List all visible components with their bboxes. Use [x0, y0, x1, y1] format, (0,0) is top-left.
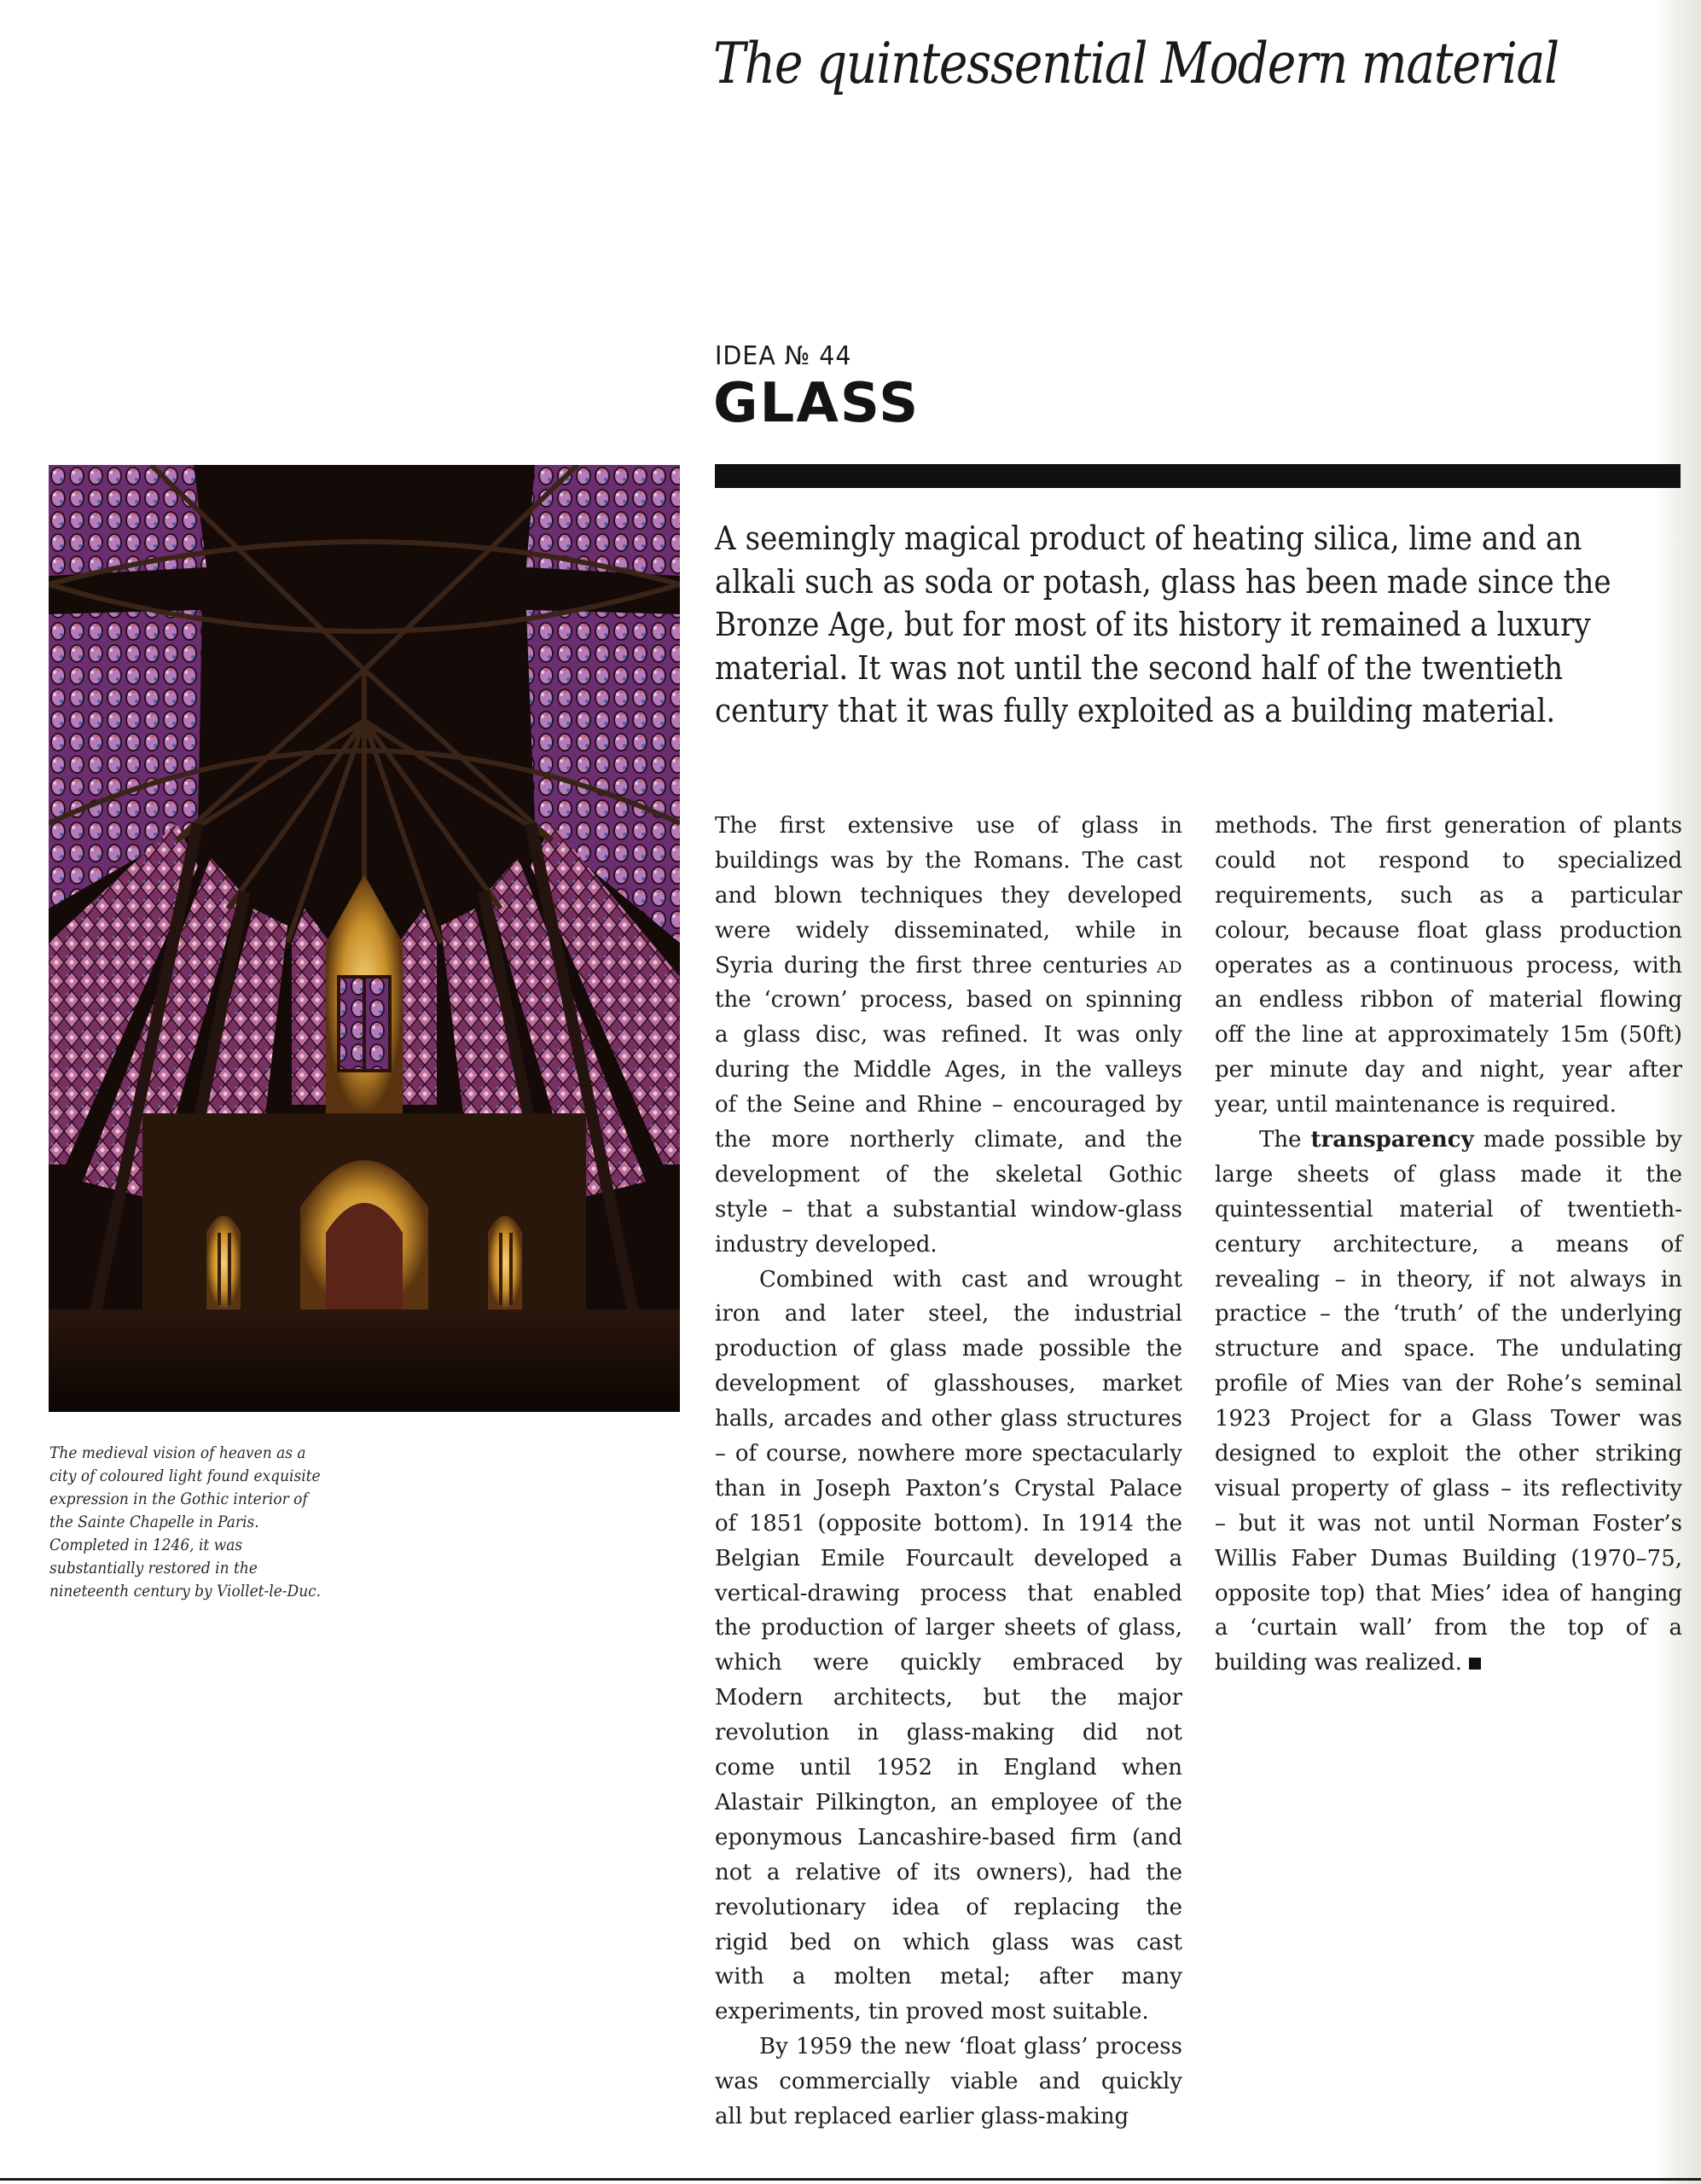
body-line-text: eponymous Lancashire-based firm (and	[715, 1824, 1182, 1850]
body-line-text: designed to exploit the other striking	[1215, 1441, 1682, 1467]
emphasis-term: transparency	[1310, 1127, 1474, 1153]
body-line	[715, 1332, 1182, 1367]
body-line-text: industry developed.	[715, 1231, 938, 1258]
body-line	[715, 1263, 1182, 1298]
body-line	[715, 1297, 1182, 1332]
body-line-text: per minute day and night, year after	[1215, 1057, 1682, 1083]
body-line	[715, 1228, 1182, 1263]
body-line-text: century architecture, a means of	[1215, 1231, 1682, 1258]
body-line	[715, 1611, 1182, 1646]
body-line-text: which were quickly embraced by	[715, 1650, 1182, 1676]
body-line	[715, 1367, 1182, 1402]
body-line	[715, 1193, 1182, 1228]
era-smallcaps: AD	[1147, 957, 1182, 977]
body-line	[1215, 1611, 1682, 1646]
body-line	[715, 1053, 1182, 1088]
body-line-text: an endless ribbon of material flowing	[1215, 987, 1682, 1014]
body-line-text: 1923 Project for a Glass Tower was	[1215, 1406, 1682, 1432]
body-line	[715, 2030, 1182, 2065]
body-line	[1215, 1297, 1682, 1332]
body-line	[1215, 1332, 1682, 1367]
body-line	[715, 1472, 1182, 1507]
bottom-rule	[0, 2178, 1701, 2181]
body-line	[1215, 1053, 1682, 1088]
idea-title: GLASS	[713, 372, 920, 435]
body-line-text: colour, because float glass production	[1215, 917, 1682, 944]
lede-line: material. It was not until the second half of the twentieth	[715, 648, 1564, 687]
body-line	[715, 1018, 1182, 1053]
body-line	[1215, 1507, 1682, 1542]
body-line-text: Combined with cast and wrought	[759, 1266, 1182, 1292]
body-line	[1215, 809, 1682, 844]
body-line	[715, 1926, 1182, 1960]
caption-line: substantially restored in the	[49, 1560, 258, 1577]
body-line	[715, 1995, 1182, 2030]
body-line	[1215, 1263, 1682, 1298]
body-line-text: could not respond to specialized	[1215, 847, 1682, 874]
lede-line: century that it was fully exploited as a building material.	[715, 692, 1556, 729]
lede-line: Bronze Age, but for most of its history it remained a luxury	[715, 606, 1591, 643]
body-line	[1215, 1123, 1682, 1158]
body-line-text: building was realized.	[1215, 1646, 1481, 1681]
body-line-text: profile of Mies van der Rohe’s seminal	[1215, 1371, 1682, 1397]
body-line-text: the production of larger sheets of glass,	[715, 1615, 1182, 1641]
lede-paragraph	[715, 517, 1687, 733]
body-line-text: The transparency made possible by	[1259, 1127, 1682, 1153]
body-line-text: requirements, such as a particular	[1215, 882, 1682, 909]
body-line	[715, 949, 1182, 984]
running-head: The quintessential Modern material	[713, 31, 1559, 96]
caption-line: nineteenth century by Viollet-le-Duc.	[49, 1583, 322, 1600]
body-line-text: Belgian Emile Fourcault developed a	[715, 1545, 1182, 1571]
body-line	[715, 1960, 1182, 1995]
body-line	[1215, 983, 1682, 1018]
body-line-text: operates as a continuous process, with	[1215, 952, 1682, 979]
body-line	[715, 1821, 1182, 1856]
body-line	[715, 1716, 1182, 1751]
body-column-left	[715, 809, 1182, 2135]
body-line-text: with a molten metal; after many	[715, 1964, 1182, 1990]
body-line-text: revolutionary idea of replacing the	[715, 1894, 1182, 1920]
body-line	[1215, 844, 1682, 879]
caption-line: expression in the Gothic interior of	[49, 1490, 308, 1508]
body-line	[1215, 1542, 1682, 1577]
title-rule	[715, 464, 1681, 488]
body-line	[1215, 1158, 1682, 1193]
body-line-text: – of course, nowhere more spectacularly	[715, 1441, 1182, 1467]
body-line-text: Alastair Pilkington, an employee of the	[715, 1789, 1182, 1815]
body-line	[1215, 1472, 1682, 1507]
body-line-text: development of the skeletal Gothic	[715, 1161, 1182, 1188]
body-line-text: were widely disseminated, while in	[715, 917, 1182, 944]
photo-illustration	[49, 465, 680, 1412]
body-line	[1215, 1228, 1682, 1263]
body-line-text: year, until maintenance is required.	[1215, 1092, 1617, 1118]
idea-number: IDEA № 44	[715, 341, 852, 371]
body-line	[715, 1123, 1182, 1158]
body-line	[715, 1507, 1182, 1542]
body-line-text: off the line at approximately 15m (50ft)	[1215, 1022, 1682, 1048]
body-line-text: methods. The first generation of plants	[1215, 813, 1682, 839]
end-of-article-mark-icon	[1469, 1658, 1481, 1670]
body-line	[1215, 1193, 1682, 1228]
body-line-text: Syria during the first three centuries AD	[715, 952, 1182, 979]
body-line	[715, 2065, 1182, 2100]
body-line-text: development of glasshouses, market	[715, 1371, 1182, 1397]
body-line	[715, 1751, 1182, 1786]
body-line	[1215, 1437, 1682, 1472]
body-line-text: a ‘curtain wall’ from the top of a	[1215, 1615, 1682, 1641]
body-line-text: experiments, tin proved most suitable.	[715, 1999, 1149, 2025]
body-line	[1215, 1018, 1682, 1053]
body-line-text: a glass disc, was refined. It was only	[715, 1022, 1182, 1048]
body-line-text: revolution in glass-making did not	[715, 1720, 1182, 1746]
body-line	[1215, 914, 1682, 949]
body-line-text: Modern architects, but the major	[715, 1685, 1182, 1711]
body-line-text: opposite top) that Mies’ idea of hanging	[1215, 1580, 1682, 1606]
body-line-text: was commercially viable and quickly	[715, 2069, 1182, 2095]
body-line-text: Willis Faber Dumas Building (1970–75,	[1215, 1545, 1682, 1571]
body-line	[715, 1158, 1182, 1193]
body-line-text: the ‘crown’ process, based on spinning	[715, 987, 1182, 1014]
body-line-text: large sheets of glass made it the	[1215, 1161, 1682, 1188]
photo-caption	[49, 1442, 357, 1603]
body-line-text: of the Seine and Rhine – encouraged by	[715, 1092, 1182, 1118]
body-line-text: quintessential material of twentieth-	[1215, 1196, 1682, 1223]
body-line	[715, 1856, 1182, 1891]
body-line-text: all but replaced earlier glass-making	[715, 2103, 1129, 2129]
body-line-text: structure and space. The undulating	[1215, 1336, 1682, 1362]
body-line-text: iron and later steel, the industrial	[715, 1301, 1182, 1327]
body-line-text: come until 1952 in England when	[715, 1755, 1182, 1781]
body-line	[715, 1786, 1182, 1821]
body-line	[715, 1646, 1182, 1681]
body-line	[1215, 1088, 1682, 1123]
body-line	[715, 1402, 1182, 1437]
body-line-text: visual property of glass – its reflectivity	[1215, 1475, 1682, 1502]
body-line	[715, 1542, 1182, 1577]
caption-line: Completed in 1246, it was	[49, 1536, 243, 1554]
body-line-text: halls, arcades and other glass structures	[715, 1406, 1182, 1432]
body-line-text: vertical-drawing process that enabled	[715, 1580, 1182, 1606]
body-line-text: production of glass made possible the	[715, 1336, 1182, 1362]
body-line-text: The first extensive use of glass in	[715, 813, 1182, 839]
body-column-right	[1215, 809, 1682, 1681]
body-line	[1215, 949, 1682, 984]
body-line	[1215, 1402, 1682, 1437]
caption-line: The medieval vision of heaven as a	[49, 1444, 306, 1462]
body-line	[715, 983, 1182, 1018]
body-line	[715, 844, 1182, 879]
body-line-text: buildings was by the Romans. The cast	[715, 847, 1182, 874]
caption-line: the Sainte Chapelle in Paris.	[49, 1513, 259, 1531]
body-line-text: rigid bed on which glass was cast	[715, 1929, 1182, 1955]
body-line	[1215, 1646, 1682, 1681]
body-line-text: made possible by	[1483, 1127, 1682, 1153]
body-line	[715, 1681, 1182, 1716]
body-line	[715, 1437, 1182, 1472]
body-line-text: By 1959 the new ‘float glass’ process	[759, 2034, 1182, 2060]
body-line-text: of 1851 (opposite bottom). In 1914 the	[715, 1510, 1182, 1536]
body-line	[1215, 1577, 1682, 1612]
body-line	[715, 1577, 1182, 1612]
body-line-text: than in Joseph Paxton’s Crystal Palace	[715, 1475, 1182, 1502]
body-line	[715, 1891, 1182, 1926]
body-line	[715, 1088, 1182, 1123]
lede-line: A seemingly magical product of heating silica, lime and an	[715, 520, 1582, 557]
body-line-text: not a relative of its owners), had the	[715, 1859, 1182, 1885]
lede-line: alkali such as soda or potash, glass has been made since the	[715, 562, 1611, 601]
sainte-chapelle-photo	[49, 465, 680, 1412]
body-line-text: style – that a substantial window-glass	[715, 1196, 1182, 1223]
body-line-text: – but it was not until Norman Foster’s	[1215, 1510, 1682, 1536]
body-line-text: and blown techniques they developed	[715, 882, 1182, 909]
body-line-text: practice – the ‘truth’ of the underlying	[1215, 1301, 1682, 1327]
body-line-text: the more northerly climate, and the	[715, 1127, 1182, 1153]
body-line	[715, 809, 1182, 844]
body-line	[715, 914, 1182, 949]
body-line-text: revealing – in theory, if not always in	[1215, 1266, 1682, 1292]
body-line	[1215, 1367, 1682, 1402]
body-line-text: during the Middle Ages, in the valleys	[715, 1057, 1182, 1083]
body-line	[1215, 879, 1682, 914]
body-line	[715, 879, 1182, 914]
caption-line: city of coloured light found exquisite	[49, 1467, 321, 1485]
body-line	[715, 2100, 1182, 2135]
